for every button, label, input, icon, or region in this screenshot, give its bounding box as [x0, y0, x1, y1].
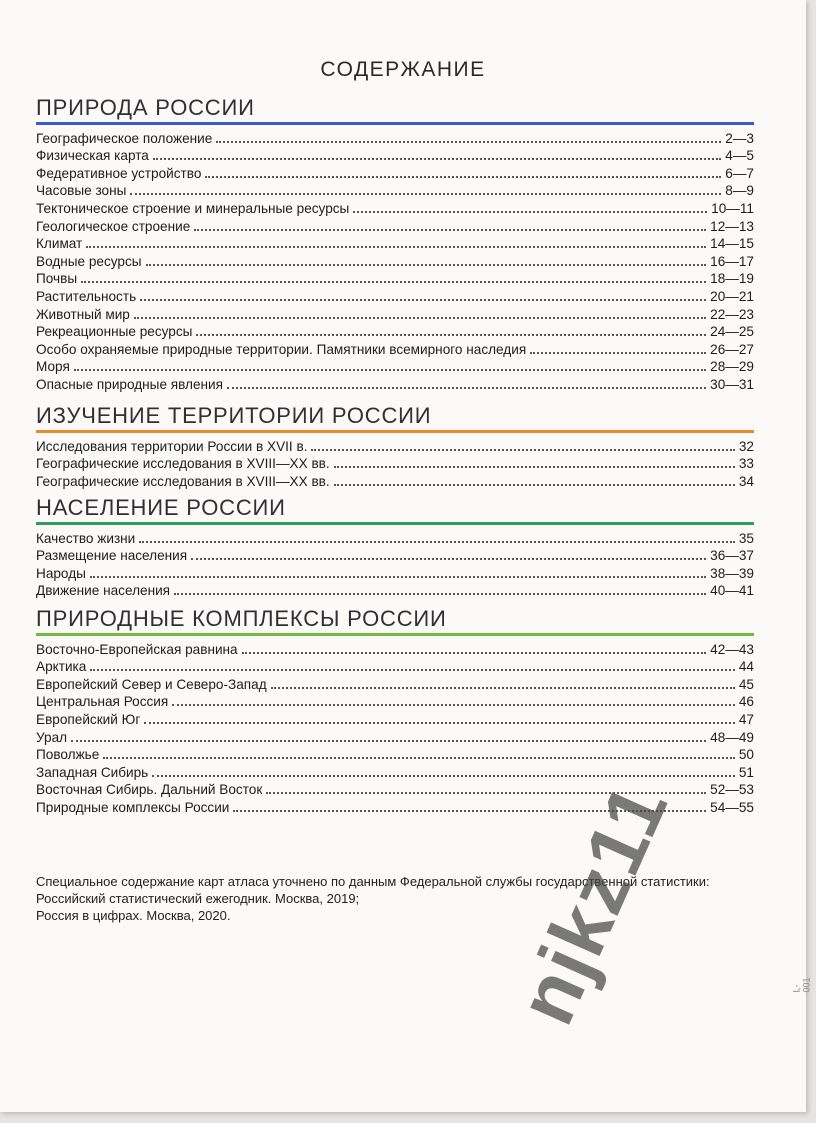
section-heading: ПРИРОДА РОССИИ	[36, 96, 754, 125]
toc-entry	[36, 693, 754, 711]
toc-entry	[36, 728, 754, 746]
toc-entry-pages: 35	[738, 530, 754, 546]
dot-leader	[216, 141, 721, 143]
toc-entry-pages: 30—31	[710, 376, 754, 392]
toc-entry-pages: 24—25	[710, 324, 754, 340]
toc-entry-pages: 46	[738, 694, 754, 710]
toc-entry-pages: 40—41	[710, 583, 754, 599]
toc-entry-pages: 47	[738, 711, 754, 727]
dot-leader	[86, 246, 706, 248]
toc-entry-label: Восточная Сибирь. Дальний Восток	[36, 782, 263, 798]
toc-entry-pages: 38—39	[710, 565, 754, 581]
dot-leader	[194, 229, 706, 231]
toc-entry-pages: 54—55	[710, 799, 754, 815]
toc-entry	[36, 763, 754, 781]
toc-entry-pages: 20—21	[710, 288, 754, 304]
dot-leader	[242, 652, 707, 654]
dot-leader	[130, 193, 721, 195]
toc-entry-pages: 36—37	[710, 548, 754, 564]
toc-entry-label: Западная Сибирь	[36, 764, 149, 780]
toc-entry-label: Моря	[36, 359, 70, 375]
toc-entry-label: Размещение населения	[36, 548, 188, 564]
toc-entry-pages: 50	[738, 747, 754, 763]
toc-entry-pages: 44	[738, 659, 754, 675]
toc-entry	[36, 640, 754, 658]
toc-entry	[36, 375, 754, 393]
toc-list	[36, 529, 754, 599]
edge-code: L-001	[791, 977, 812, 993]
toc-entry-label: Физическая карта	[36, 148, 149, 164]
toc-entry-label: Почвы	[36, 271, 78, 287]
toc-entry	[36, 199, 754, 217]
dot-leader	[146, 264, 707, 266]
dot-leader	[153, 158, 721, 160]
toc-entry	[36, 340, 754, 358]
toc-entry-pages: 18—19	[710, 271, 754, 287]
toc-entry-label: Водные ресурсы	[36, 253, 142, 269]
toc-entry-label: Географические исследования в XVIII—XX вв.	[36, 456, 330, 472]
toc-entry-label: Европейский Юг	[36, 711, 141, 727]
dot-leader	[334, 484, 735, 486]
toc-entry-pages: 10—11	[711, 200, 754, 216]
dot-leader	[152, 775, 735, 777]
toc-entry	[36, 658, 754, 676]
dot-leader	[139, 541, 735, 543]
dot-leader	[71, 740, 706, 742]
toc-entry-pages: 16—17	[710, 253, 754, 269]
toc-entry	[36, 564, 754, 582]
section-heading: ПРИРОДНЫЕ КОМПЛЕКСЫ РОССИИ	[36, 607, 754, 636]
toc-entry	[36, 472, 754, 490]
toc-entry-label: Опасные природные явления	[36, 376, 224, 392]
toc-entry-label: Природные комплексы России	[36, 799, 230, 815]
toc-entry-pages: 42—43	[710, 641, 754, 657]
toc-entry	[36, 675, 754, 693]
dot-leader	[311, 449, 734, 451]
toc-entry	[36, 147, 754, 165]
toc-entry-pages: 28—29	[710, 359, 754, 375]
section-population	[36, 496, 754, 599]
dot-leader	[174, 593, 706, 595]
toc-entry-label: Животный мир	[36, 306, 130, 322]
toc-entry-label: Географическое положение	[36, 130, 213, 146]
toc-entry	[36, 746, 754, 764]
dot-leader	[334, 466, 735, 468]
toc-entry-pages: 2—3	[725, 130, 754, 146]
toc-entry-label: Восточно-Европейская равнина	[36, 641, 238, 657]
toc-entry-label: Географические исследования в XVIII—XX вв.	[36, 473, 330, 489]
toc-entry-label: Исследования территории России в XVII в.	[36, 438, 308, 454]
toc-entry	[36, 182, 754, 200]
toc-entry-label: Европейский Север и Северо-Запад	[36, 676, 267, 692]
toc-entry-pages: 34	[738, 473, 754, 489]
toc-entry	[36, 582, 754, 600]
toc-entry-label: Геологическое строение	[36, 218, 191, 234]
section-natural-complexes	[36, 607, 754, 816]
toc-entry-label: Центральная Россия	[36, 694, 169, 710]
toc-list	[36, 437, 754, 490]
toc-entry-pages: 4—5	[725, 148, 754, 164]
toc-entry-pages: 45	[738, 676, 754, 692]
toc-entry-label: Народы	[36, 565, 86, 581]
toc-entry	[36, 129, 754, 147]
toc-entry	[36, 358, 754, 376]
toc-entry-label: Арктика	[36, 659, 87, 675]
toc-entry-pages: 52—53	[710, 782, 754, 798]
toc-entry	[36, 235, 754, 253]
toc-entry	[36, 455, 754, 473]
toc-entry-label: Федеративное устройство	[36, 165, 202, 181]
toc-entry	[36, 252, 754, 270]
toc-entry-pages: 33	[738, 456, 754, 472]
section-exploration	[36, 404, 754, 490]
dot-leader	[227, 387, 706, 389]
toc-entry-label: Движение населения	[36, 583, 171, 599]
dot-leader	[90, 576, 706, 578]
toc-entry-label: Особо охраняемые природные территории. Памятники всемирного наследия	[36, 341, 527, 357]
toc-entry-label: Поволжье	[36, 747, 100, 763]
toc-entry-pages: 51	[738, 764, 754, 780]
dot-leader	[191, 558, 706, 560]
toc-entry-label: Растительность	[36, 288, 137, 304]
sources-line: Российский статистический ежегодник. Москва, 2019;	[36, 891, 360, 906]
toc-entry	[36, 547, 754, 565]
toc-entry	[36, 710, 754, 728]
dot-leader	[90, 669, 735, 671]
toc-entry-pages: 6—7	[725, 165, 754, 181]
toc-entry-pages: 32	[738, 438, 754, 454]
toc-entry-pages: 26—27	[710, 341, 754, 357]
section-nature	[36, 96, 754, 393]
dot-leader	[103, 757, 735, 759]
toc-entry	[36, 217, 754, 235]
dot-leader	[140, 299, 706, 301]
toc-entry	[36, 305, 754, 323]
toc-entry	[36, 287, 754, 305]
toc-entry-label: Качество жизни	[36, 530, 136, 546]
dot-leader	[81, 281, 706, 283]
toc-entry-label: Часовые зоны	[36, 183, 127, 199]
dot-leader	[144, 722, 735, 724]
dot-leader	[134, 317, 706, 319]
toc-list	[36, 129, 754, 393]
toc-entry-pages: 12—13	[710, 218, 754, 234]
toc-entry-label: Тектоническое строение и минеральные ресурсы	[36, 200, 350, 216]
dot-leader	[74, 369, 706, 371]
dot-leader	[271, 687, 735, 689]
dot-leader	[353, 211, 707, 213]
toc-entry	[36, 437, 754, 455]
sources-line: Россия в цифрах. Москва, 2020.	[36, 908, 231, 923]
section-heading: НАСЕЛЕНИЕ РОССИИ	[36, 496, 754, 525]
toc-entry	[36, 164, 754, 182]
toc-entry-pages: 14—15	[710, 236, 754, 252]
toc-entry-pages: 22—23	[710, 306, 754, 322]
toc-entry-pages: 48—49	[710, 729, 754, 745]
dot-leader	[205, 176, 721, 178]
toc-entry	[36, 323, 754, 341]
toc-entry-label: Климат	[36, 236, 83, 252]
seller-watermark: njkz11	[500, 770, 685, 1037]
dot-leader	[530, 352, 706, 354]
dot-leader	[196, 334, 706, 336]
toc-entry	[36, 529, 754, 547]
page-title: СОДЕРЖАНИЕ	[320, 58, 486, 81]
dot-leader	[172, 704, 735, 706]
section-heading: ИЗУЧЕНИЕ ТЕРРИТОРИИ РОССИИ	[36, 404, 754, 433]
sources-line: Специальное содержание карт атласа уточнено по данным Федеральной службы государственной статистики:	[36, 874, 710, 889]
toc-entry-pages: 8—9	[725, 183, 754, 199]
toc-entry-label: Урал	[36, 729, 68, 745]
toc-entry	[36, 270, 754, 288]
toc-entry-label: Рекреационные ресурсы	[36, 324, 193, 340]
